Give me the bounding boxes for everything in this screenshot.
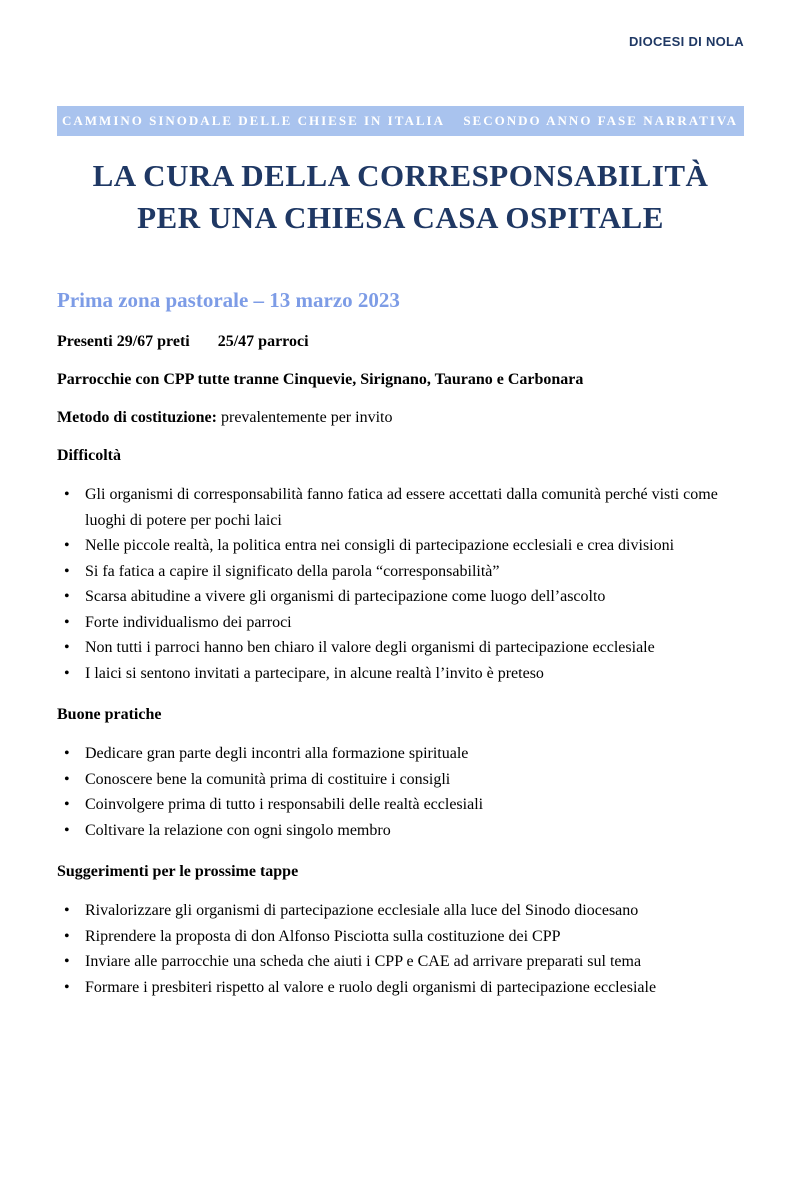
method-value: prevalentemente per invito bbox=[220, 409, 393, 426]
document-title-line1: LA CURA DELLA CORRESPONSABILITÀ bbox=[92, 158, 709, 193]
method-line bbox=[57, 409, 744, 427]
list-item: • Inviare alle parrocchie una scheda che aiuti i CPP e CAE ad arrivare preparati sul tema bbox=[64, 949, 744, 975]
parishes-line: Parrocchie con CPP tutte tranne Cinquevie, Sirignano, Taurano e Carbonara bbox=[57, 371, 584, 388]
list-item: • Scarsa abitudine a vivere gli organismi di partecipazione come luogo dell’ascolto bbox=[64, 584, 744, 610]
list-item: • Formare i presbiteri rispetto al valore e ruolo degli organismi di partecipazione ecclesiale bbox=[64, 975, 744, 1001]
zone-date-subtitle: Prima zona pastorale – 13 marzo 2023 bbox=[57, 288, 400, 312]
list-item: • Coltivare la relazione con ogni singolo membro bbox=[64, 818, 744, 844]
list-item: • Forte individualismo dei parroci bbox=[64, 610, 744, 636]
list-item: • Gli organismi di corresponsabilità fanno fatica ad essere accettati dalla comunità perché visti come luoghi di potere per pochi laici bbox=[64, 482, 744, 533]
list-item: • Riprendere la proposta di don Alfonso Pisciotta sulla costituzione dei CPP bbox=[64, 924, 744, 950]
attendance-line bbox=[57, 333, 744, 351]
list-item: • Non tutti i parroci hanno ben chiaro il valore degli organismi di partecipazione ecclesiale bbox=[64, 635, 744, 661]
organization-header: DIOCESI DI NOLA bbox=[628, 34, 744, 49]
section-heading-buone-pratiche: Buone pratiche bbox=[57, 706, 162, 723]
document-title-line2: PER UNA CHIESA CASA OSPITALE bbox=[137, 200, 664, 235]
bullet-list-buone-pratiche bbox=[57, 741, 744, 843]
page-content bbox=[57, 0, 744, 1000]
list-item: • Si fa fatica a capire il significato della parola “corresponsabilità” bbox=[64, 559, 744, 585]
bullet-list-difficolta bbox=[57, 482, 744, 686]
list-item: • Rivalorizzare gli organismi di partecipazione ecclesiale alla luce del Sinodo diocesano bbox=[64, 898, 744, 924]
banner-left-text: CAMMINO SINODALE DELLE CHIESE IN ITALIA bbox=[62, 113, 445, 128]
list-item: • I laici si sentono invitati a partecipare, in alcune realtà l’invito è preteso bbox=[64, 661, 744, 687]
attendance-parish-priests: 25/47 parroci bbox=[217, 333, 309, 350]
attendance-priests: Presenti 29/67 preti bbox=[57, 333, 190, 350]
list-item: • Nelle piccole realtà, la politica entra nei consigli di partecipazione ecclesiali e crea divisioni bbox=[64, 533, 744, 559]
method-label: Metodo di costituzione: bbox=[57, 409, 217, 426]
section-heading-difficolta: Difficoltà bbox=[57, 447, 121, 464]
banner-right-text: SECONDO ANNO FASE NARRATIVA bbox=[463, 113, 738, 128]
synod-banner bbox=[57, 106, 744, 136]
section-heading-suggerimenti: Suggerimenti per le prossime tappe bbox=[57, 863, 299, 880]
list-item: • Dedicare gran parte degli incontri alla formazione spirituale bbox=[64, 741, 744, 767]
list-item: • Coinvolgere prima di tutto i responsabili delle realtà ecclesiali bbox=[64, 792, 744, 818]
list-item: • Conoscere bene la comunità prima di costituire i consigli bbox=[64, 767, 744, 793]
bullet-list-suggerimenti bbox=[57, 898, 744, 1000]
document-title bbox=[57, 155, 744, 239]
